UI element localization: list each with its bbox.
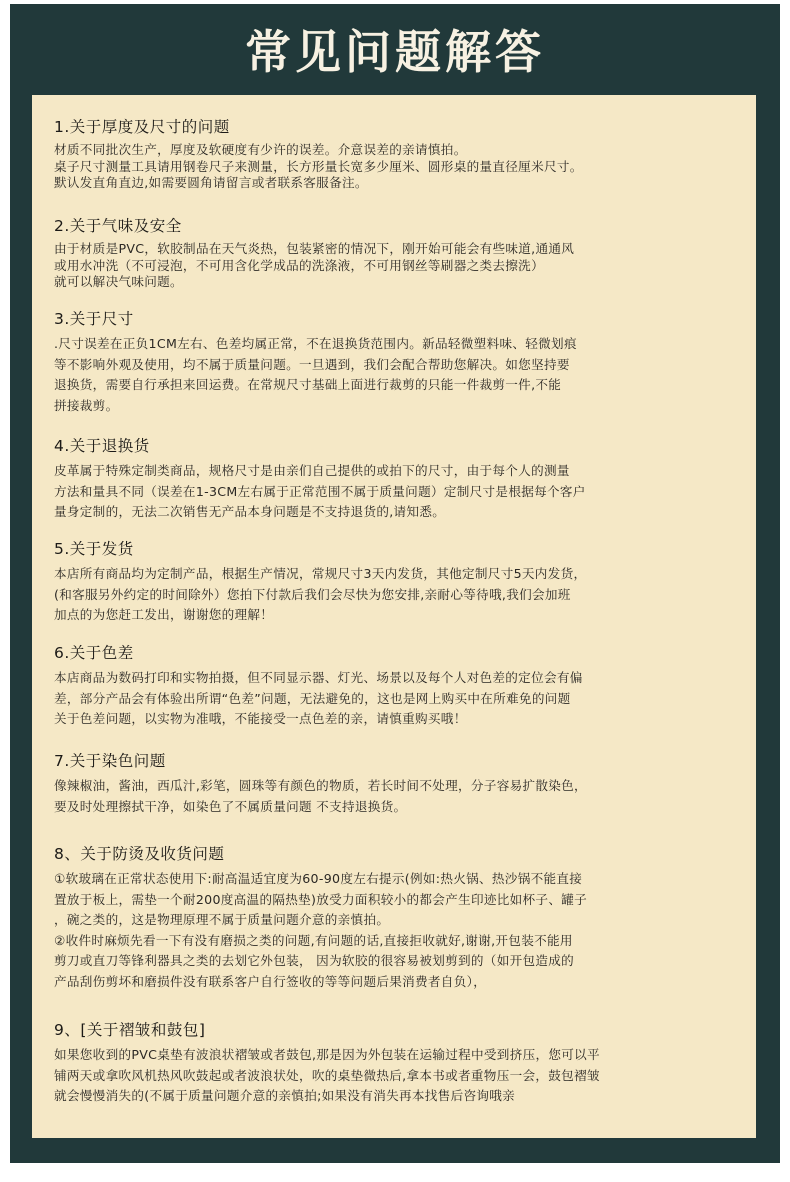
- section-line: 关于色差问题，以实物为准哦，不能接受一点色差的亲，请慎重购买哦！: [54, 711, 467, 726]
- section-title: 1.关于厚度及尺寸的问题: [54, 118, 230, 136]
- section-line: 退换货，需要自行承担来回运费。在常规尺寸基础上面进行裁剪的只能一件裁剪一件,不能: [54, 377, 562, 392]
- section-line: 默认发直角直边,如需要圆角请留言或者联系客服备注。: [54, 175, 368, 190]
- section-title: 6.关于色差: [54, 644, 134, 662]
- section-title: 8、关于防烫及收货问题: [54, 845, 225, 863]
- section-line: 桌子尺寸测量工具请用钢卷尺子来测量，长方形量长宽多少厘米、圆形桌的量直径厘米尺寸。: [54, 158, 583, 174]
- section-title: 2.关于气味及安全: [54, 217, 182, 235]
- faq-panel: [32, 95, 756, 1138]
- section-line: 要及时处理擦拭干净，如染色了不属质量问题 不支持退换货。: [54, 798, 407, 814]
- section-line: 由于材质是PVC，软胶制品在天气炎热，包装紧密的情况下，刚开始可能会有些味道,通通风: [54, 241, 575, 256]
- section-line: 置放于板上，需垫一个耐200度高温的隔热垫)放受力面积较小的都会产生印迹比如杯子、罐子: [54, 891, 588, 907]
- section-line: 量身定制的，无法二次销售无产品本身问题是不支持退货的,请知悉。: [54, 504, 446, 519]
- section-line: (和客服另外约定的时间除外）您拍下付款后我们会尽快为您安排,亲耐心等待哦,我们会加班: [54, 586, 571, 602]
- faq-section-heat-and-receipt: [54, 844, 744, 992]
- section-line: 产品刮伤剪坏和磨损件没有联系客户自行签收的等等问题后果消费者自负），: [54, 973, 487, 989]
- section-line: 皮革属于特殊定制类商品，规格尺寸是由亲们自己提供的或拍下的尺寸，由于每个人的测量: [54, 463, 570, 478]
- faq-section-thickness: [54, 117, 744, 192]
- section-line: .尺寸误差在正负1CM左右、色差均属正常，不在退换货范围内。新品轻微塑料味、轻微划痕: [54, 336, 577, 351]
- faq-section-returns: [54, 436, 744, 523]
- page-title: 常见问题解答: [245, 25, 545, 79]
- section-line: 就会慢慢消失的(不属于质量问题介意的亲慎拍;如果没有消失再本找售后咨询哦亲: [54, 1088, 516, 1103]
- section-title: 5.关于发货: [54, 540, 134, 558]
- section-line: 如果您收到的PVC桌垫有波浪状褶皱或者鼓包,那是因为外包装在运输过程中受到挤压，您可以平: [54, 1047, 600, 1062]
- faq-section-staining: [54, 751, 744, 817]
- faq-section-wrinkles-bulges: [54, 1020, 744, 1107]
- section-line: 加点的为您赶工发出，谢谢您的理解！: [54, 607, 274, 622]
- section-line: 拼接裁剪。: [54, 397, 119, 413]
- section-line: 或用水冲洗（不可浸泡，不可用含化学成品的洗涤液，不可用钢丝等刷器之类去擦洗）: [54, 257, 544, 273]
- section-title: 9、[关于褶皱和鼓包]: [54, 1021, 206, 1039]
- faq-section-color-difference: [54, 643, 744, 730]
- faq-section-odor-safety: [54, 216, 744, 291]
- section-line: 就可以解决气味问题。: [54, 274, 183, 289]
- section-title: 4.关于退换货: [54, 437, 150, 455]
- section-line: ，碗之类的，这是物理原理不属于质量问题介意的亲慎拍。: [54, 912, 390, 927]
- section-line: ②收件时麻烦先看一下有没有磨损之类的问题,有问题的话,直接拒收就好,谢谢,开包装不能用: [54, 932, 573, 948]
- section-line: ①软玻璃在正常状态使用下:耐高温适宜度为60-90度左右提示(例如:热火锅、热沙锅不能直接: [54, 871, 583, 886]
- faq-section-size: [54, 309, 744, 416]
- section-title: 7.关于染色问题: [54, 752, 166, 770]
- section-line: 本店商品为数码打印和实物拍摄，但不同显示器、灯光、场景以及每个人对色差的定位会有偏: [54, 670, 583, 685]
- section-line: 材质不同批次生产，厚度及软硬度有少许的误差。介意误差的亲请慎拍。: [54, 142, 467, 157]
- section-line: 方法和量具不同（误差在1-3CM左右属于正常范围不属于质量问题）定制尺寸是根据每个客户: [54, 483, 586, 499]
- section-line: 像辣椒油，酱油，西瓜汁,彩笔，圆珠等有颜色的物质，若长时间不处理，分子容易扩散染色，: [54, 778, 587, 793]
- section-title: 3.关于尺寸: [54, 310, 134, 328]
- section-line: 差，部分产品会有体验出所谓“色差”问题，无法避免的，这也是网上购买中在所难免的问题: [54, 690, 571, 706]
- faq-section-shipping: [54, 539, 744, 626]
- section-line: 等不影响外观及使用，均不属于质量问题。一旦遇到，我们会配合帮助您解决。如您坚持要: [54, 356, 570, 372]
- section-line: 铺两天或拿吹风机热风吹鼓起或者波浪状处，吹的桌垫微热后,拿本书或者重物压一会，鼓包褶皱: [54, 1067, 600, 1083]
- section-line: 本店所有商品均为定制产品，根据生产情况，常规尺寸3天内发货，其他定制尺寸5天内发货，: [54, 566, 587, 581]
- section-line: 剪刀或直刀等锋利器具之类的去划它外包装， 因为软胶的很容易被划剪到的（如开包造成的: [54, 953, 575, 968]
